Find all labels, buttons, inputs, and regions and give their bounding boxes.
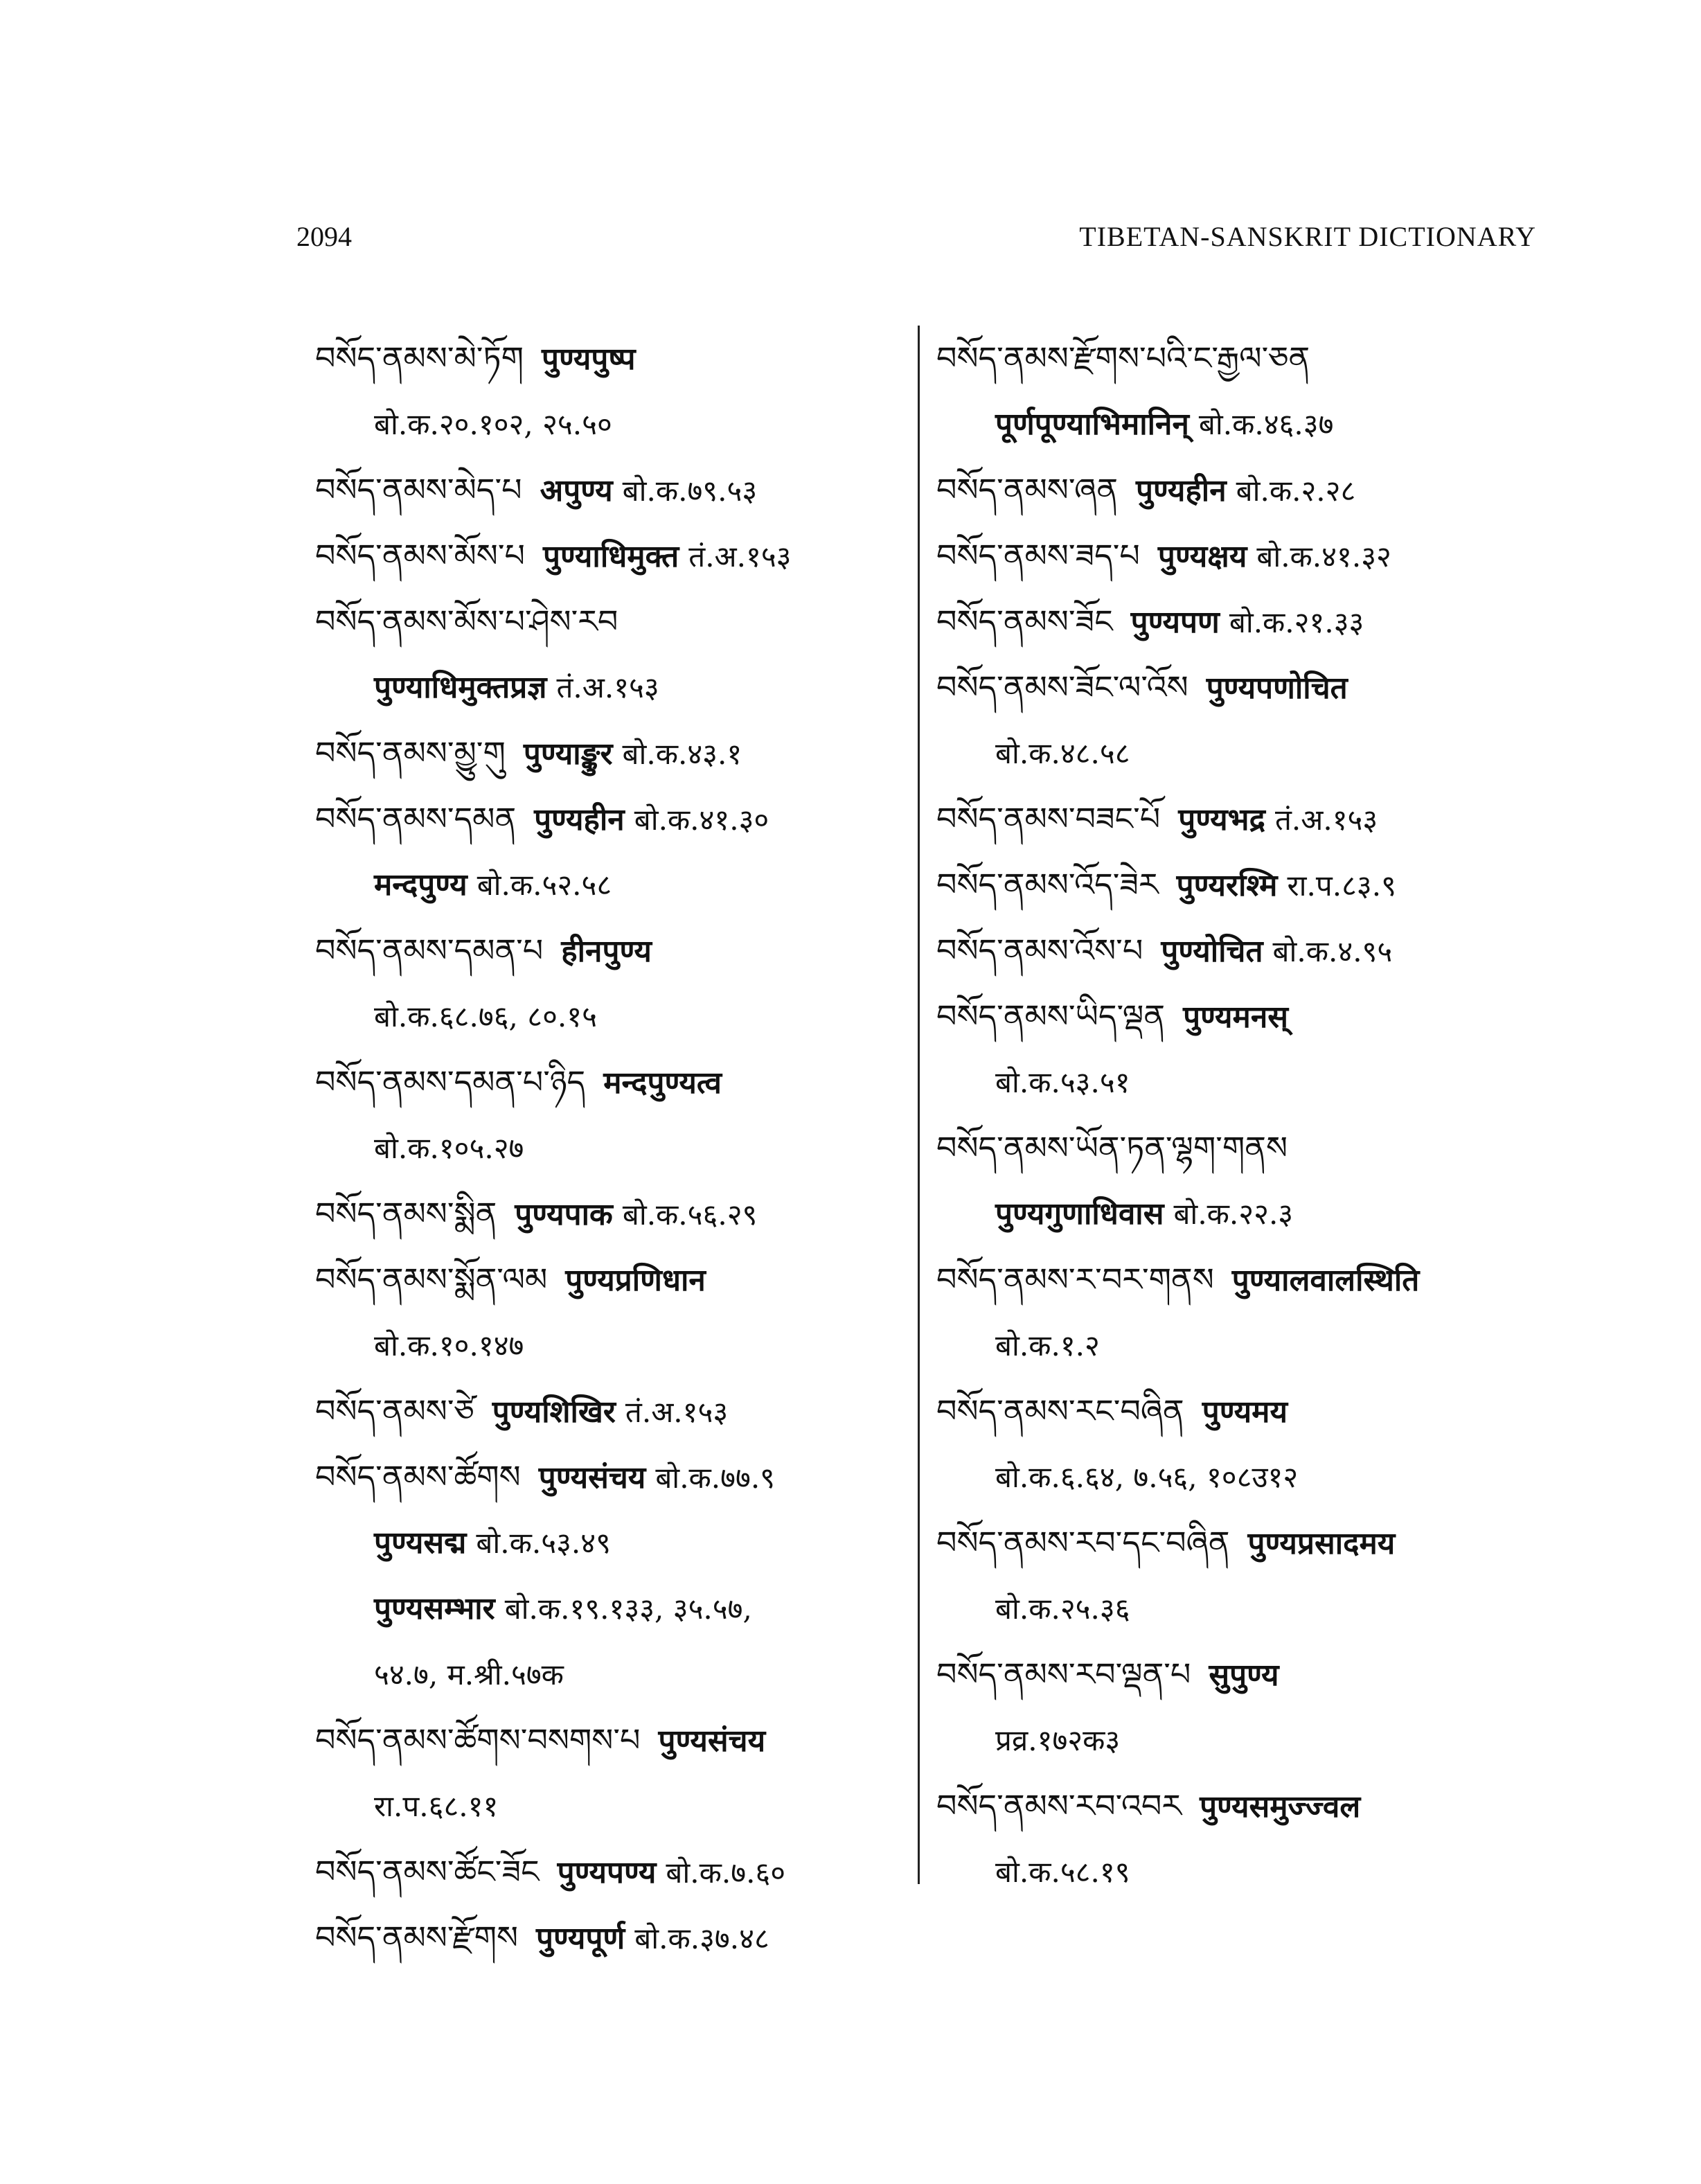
entry-line (315, 1510, 918, 1576)
page-header (296, 220, 1536, 262)
tibetan-headword: བསོད་ནམས་དམན་པ་ཉིད (315, 1063, 586, 1101)
entry-line (315, 1905, 918, 1971)
entry-line (315, 1247, 918, 1313)
entry-line (936, 1444, 1546, 1510)
sanskrit-equivalent: पुण्यपाक (515, 1197, 613, 1232)
tibetan-headword: བསོད་ནམས་ར་བར་གནས (936, 1261, 1214, 1298)
continuation-text: बो.क.५८.१९ (995, 1855, 1130, 1889)
entry-line (315, 984, 918, 1049)
entry-line (936, 786, 1546, 852)
entry-line (315, 1707, 918, 1773)
source-reference: बो.क.१९.१३३, ३५.५७, (504, 1592, 752, 1626)
sanskrit-equivalent: पुण्यरश्मि (1176, 868, 1278, 903)
entry-line (936, 1773, 1546, 1839)
entry-line (315, 391, 918, 457)
tibetan-headword: བསོད་ནམས་རབ་ལྡན་པ (936, 1655, 1191, 1693)
source-reference: तं.अ.१५३ (1274, 803, 1378, 837)
tibetan-headword: བསོད་ནམས་སྨོན་ལམ (315, 1261, 548, 1298)
continuation-text: बो.क.२०.१०२, २५.५० (374, 407, 612, 441)
running-title: TIBETAN-SANSKRIT DICTIONARY (1079, 221, 1536, 252)
entry-line (936, 326, 1546, 391)
entry-line (315, 786, 918, 852)
entry-line (936, 852, 1546, 918)
continuation-text: बो.क.२५.३६ (995, 1592, 1130, 1626)
entry-line (315, 1181, 918, 1247)
entry-line (936, 457, 1546, 523)
sanskrit-equivalent: पुण्यपणोचित (1206, 671, 1348, 706)
sanskrit-equivalent: सुपुण्य (1209, 1658, 1279, 1693)
continuation-text: बो.क.१.२ (995, 1329, 1100, 1362)
source-reference: बो.क.५६.२९ (622, 1198, 758, 1232)
source-reference: बो.क.२२.३ (1173, 1197, 1294, 1231)
entry-line (315, 589, 918, 655)
continuation-text: बो.क.५३.५१ (995, 1065, 1130, 1099)
entry-line (936, 1247, 1546, 1313)
tibetan-headword: བསོད་ནམས་ཡོན་ཏན་ལྷག་གནས (936, 1129, 1288, 1166)
continuation-text: ५४.७, म.श्री.५७क (374, 1658, 564, 1692)
continuation-text: बो.क.१०५.२७ (374, 1131, 524, 1165)
column-divider (918, 326, 920, 1884)
sanskrit-equivalent: पुण्याधिमुक्तप्रज्ञ (374, 670, 547, 705)
left-column (315, 326, 918, 1971)
tibetan-headword: བསོད་ནམས་རབ་འབར (936, 1787, 1182, 1825)
sanskrit-equivalent: अपुण्य (540, 473, 613, 508)
entry-line (315, 1444, 918, 1510)
entry-line (936, 391, 1546, 457)
sanskrit-equivalent: पुण्याधिमुक्त (543, 539, 679, 574)
entry-line (936, 984, 1546, 1049)
entry-line (936, 589, 1546, 655)
entry-line (315, 852, 918, 918)
entry-line (315, 1378, 918, 1444)
entry-line (936, 1313, 1546, 1378)
entry-line (936, 720, 1546, 786)
sanskrit-equivalent: मन्दपुण्यत्व (603, 1065, 722, 1101)
tibetan-headword: བསོད་ནམས་སྨིན (315, 1195, 497, 1232)
source-reference: तं.अ.१५३ (625, 1395, 729, 1429)
entry-line (936, 1115, 1546, 1181)
entry-line (936, 1642, 1546, 1707)
sanskrit-equivalent: हीनपुण्य (561, 934, 652, 969)
sanskrit-equivalent: पुण्यपण्य (557, 1855, 657, 1890)
sanskrit-equivalent: पुण्यप्रणिधान (565, 1263, 706, 1298)
source-reference: बो.क.७.६० (666, 1856, 786, 1890)
sanskrit-equivalent: पुण्यगुणाधिवास (995, 1196, 1164, 1232)
source-reference: बो.क.५३.४९ (476, 1526, 611, 1560)
continuation-text: रा.प.६८.११ (374, 1789, 499, 1823)
tibetan-headword: བསོད་ནམས་རྫོགས (315, 1919, 519, 1956)
entry-line (936, 1181, 1546, 1247)
source-reference: तं.अ.१५३ (688, 540, 792, 574)
tibetan-headword: བསོད་ནམས་དམན (315, 800, 517, 837)
tibetan-headword: བསོད་ནམས་ཙེ (315, 1392, 474, 1430)
tibetan-headword: བསོད་ནམས་ཞན (936, 471, 1119, 508)
source-reference: बो.क.४३.१ (622, 737, 742, 771)
sanskrit-equivalent: पुण्यमय (1202, 1394, 1288, 1430)
sanskrit-equivalent: पुण्यशिखिर (492, 1394, 616, 1430)
entry-line (315, 523, 918, 589)
source-reference: बो.क.२१.३३ (1229, 605, 1364, 639)
source-reference: बो.क.४१.३० (634, 803, 769, 837)
tibetan-headword: བསོད་ནམས་མོས་པ་ཤེས་རབ (315, 603, 618, 640)
source-reference: बो.क.४१.३२ (1256, 540, 1391, 574)
sanskrit-equivalent: पुण्यसद्म (374, 1525, 467, 1561)
entry-line (936, 523, 1546, 589)
continuation-text: बो.क.६८.७६, ८०.१५ (374, 1000, 597, 1033)
sanskrit-equivalent: पुण्यसंचय (658, 1723, 766, 1759)
sanskrit-equivalent: पुण्यमनस् (1183, 1000, 1288, 1035)
source-reference: बो.क.३७.४८ (634, 1921, 769, 1955)
sanskrit-equivalent: पुण्यभद्र (1178, 802, 1265, 837)
source-reference: बो.क.५२.५८ (477, 868, 612, 902)
sanskrit-equivalent: पुण्यालवालस्थिति (1231, 1263, 1420, 1298)
entry-line (936, 1707, 1546, 1773)
entry-line (936, 918, 1546, 984)
source-reference: तं.अ.१५३ (556, 671, 659, 704)
sanskrit-equivalent: पुण्यहीन (534, 802, 625, 837)
sanskrit-equivalent: पुण्यप्रसादमय (1247, 1526, 1396, 1561)
entry-line (936, 655, 1546, 720)
page-number: 2094 (296, 221, 352, 252)
tibetan-headword: བསོད་ནམས་རྫོགས་པའི་ང་རྒྱལ་ཅན (936, 339, 1310, 377)
entry-line (315, 1313, 918, 1378)
source-reference: बो.क.४.९५ (1272, 934, 1393, 968)
sanskrit-equivalent: पुण्यसम्भार (374, 1591, 495, 1626)
entry-line (315, 1115, 918, 1181)
tibetan-headword: བསོད་ནམས་འོས་པ (936, 932, 1143, 969)
sanskrit-equivalent: पुण्यपण (1130, 605, 1220, 640)
sanskrit-equivalent: मन्दपुण्य (374, 867, 467, 903)
continuation-text: प्रव्र.१७२क३ (995, 1723, 1121, 1757)
entry-line (315, 1773, 918, 1839)
tibetan-headword: བསོད་ནམས་ཚོང་ཟོང (315, 1853, 540, 1890)
entry-line (315, 457, 918, 523)
entry-line (315, 918, 918, 984)
tibetan-headword: བསོད་ནམས་རང་བཞིན (936, 1392, 1184, 1430)
tibetan-headword: བསོད་ནམས་ཟད་པ (936, 537, 1140, 574)
sanskrit-equivalent: पुण्यसमुज्ज्वल (1200, 1789, 1361, 1825)
sanskrit-equivalent: पुण्योचित (1161, 934, 1263, 969)
sanskrit-equivalent: पुण्यक्षय (1157, 539, 1247, 574)
tibetan-headword: བསོད་ནམས་རབ་དང་བཞིན (936, 1524, 1230, 1561)
tibetan-headword: བསོད་ནམས་མེ་ཏོག (315, 339, 524, 377)
tibetan-headword: བསོད་ནམས་ཚོགས་བསགས་པ (315, 1721, 641, 1759)
tibetan-headword: བསོད་ནམས་ཚོགས (315, 1458, 521, 1495)
continuation-text: बो.क.१०.१४७ (374, 1329, 524, 1362)
tibetan-headword: བསོད་ནམས་ཡིད་ལྡན (936, 997, 1166, 1035)
sanskrit-equivalent: पुण्यसंचय (538, 1460, 646, 1495)
tibetan-headword: བསོད་ནམས་མེད་པ (315, 471, 522, 508)
entry-line (936, 1378, 1546, 1444)
entry-line (315, 655, 918, 720)
source-reference: बो.क.२.२८ (1236, 474, 1356, 508)
tibetan-headword: བསོད་ནམས་མོས་པ (315, 537, 526, 574)
entry-line (936, 1049, 1546, 1115)
entry-line (315, 326, 918, 391)
source-reference: रा.प.८३.९ (1287, 869, 1396, 903)
entry-line (936, 1510, 1546, 1576)
tibetan-headword: བསོད་ནམས་ཟོང (936, 603, 1113, 640)
tibetan-headword: བསོད་ནམས་འོད་ཟེར (936, 866, 1159, 903)
right-column (936, 326, 1546, 1905)
source-reference: बो.क.७७.९ (655, 1461, 776, 1495)
sanskrit-equivalent: पुण्यपूर्ण (536, 1921, 625, 1956)
sanskrit-equivalent: पूर्णपूण्याभिमानिन् (995, 407, 1189, 442)
tibetan-headword: བསོད་ནམས་ཟོང་ལ་འོས (936, 668, 1188, 706)
tibetan-headword: བསོད་ནམས་བཟང་པོ (936, 800, 1161, 837)
continuation-text: बो.क.४८.५८ (995, 736, 1130, 770)
entry-line (936, 1576, 1546, 1642)
tibetan-headword: བསོད་ནམས་མྱུ་གུ (315, 734, 506, 772)
entry-line (315, 1839, 918, 1905)
entry-line (936, 1839, 1546, 1905)
sanskrit-equivalent: पुण्यपुष्प (541, 341, 636, 377)
continuation-text: बो.क.६.६४, ७.५६, १०८उ१२ (995, 1460, 1299, 1494)
tibetan-headword: བསོད་ནམས་དམན་པ (315, 932, 544, 969)
entry-line (315, 1642, 918, 1707)
entry-line (315, 1576, 918, 1642)
sanskrit-equivalent: पुण्यहीन (1136, 473, 1227, 508)
entry-line (315, 720, 918, 786)
source-reference: बो.क.७९.५३ (622, 474, 758, 508)
sanskrit-equivalent: पुण्याङ्कुर (523, 736, 613, 772)
entry-line (315, 1049, 918, 1115)
source-reference: बो.क.४६.३७ (1198, 407, 1334, 441)
